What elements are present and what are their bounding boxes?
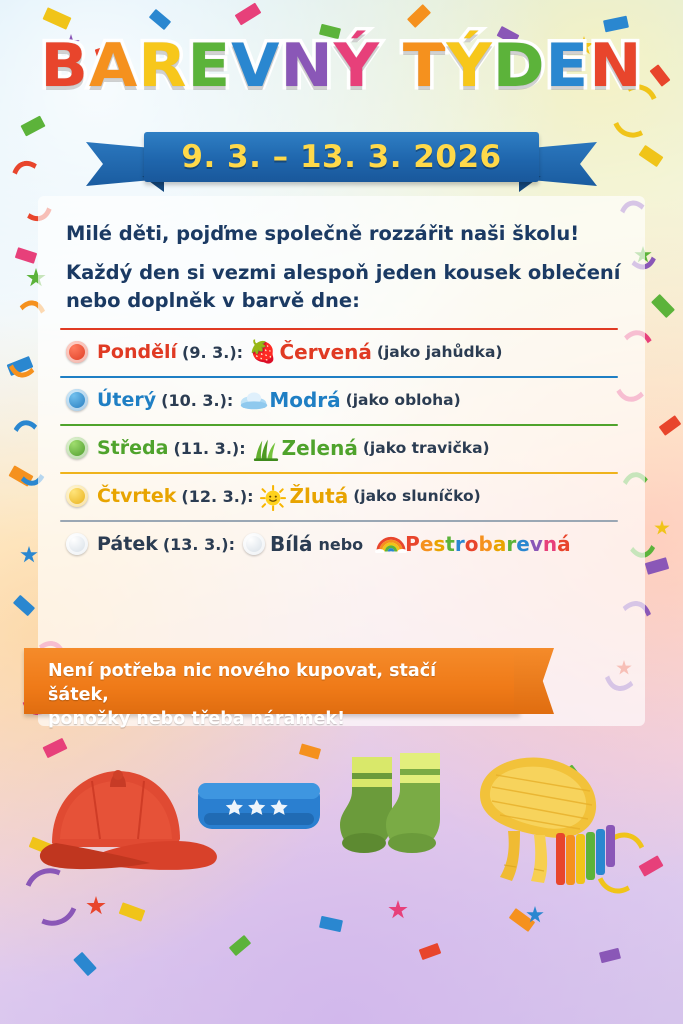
day-divider: [60, 376, 618, 378]
day-divider: [60, 424, 618, 426]
strawberry-icon: 🍓: [249, 339, 277, 364]
day-name-friday: Pátek: [97, 533, 158, 555]
color-dot-blue: [66, 389, 88, 411]
day-row-wednesday: [60, 424, 628, 472]
blue-wristband-illustration: [198, 783, 320, 829]
day-row-monday: [60, 328, 628, 376]
intro-line-1: Milé děti, pojďme společně rozzářit naši školu!: [66, 222, 580, 245]
footer-banner-notch: [514, 648, 554, 714]
footer-banner-text: [48, 659, 494, 731]
color-dot-red: [66, 341, 88, 363]
intro-line-3: nebo doplněk v barvě dne:: [66, 289, 360, 312]
sun-icon: [260, 485, 286, 507]
day-date-wednesday: (11. 3.):: [173, 438, 246, 458]
friday-conjunction: nebo: [318, 534, 364, 554]
color-word-thursday: Žlutá: [289, 484, 349, 508]
color-word-tuesday: Modrá: [269, 388, 341, 412]
day-divider: [60, 472, 618, 474]
rainbow-icon: [375, 533, 401, 555]
grass-icon: [252, 437, 278, 459]
illustration-row: [0, 735, 683, 905]
date-banner: [86, 132, 597, 194]
day-date-tuesday: (10. 3.):: [161, 390, 234, 410]
day-note-tuesday: (jako obloha): [345, 391, 461, 409]
color-word-wednesday: Zelená: [281, 436, 358, 460]
footer-line-1: Není potřeba nic nového kupovat, stačí šátek,: [48, 661, 437, 705]
color-dot-white: [66, 533, 88, 555]
color-dot-green: [66, 437, 88, 459]
ribbon-body: [144, 132, 539, 182]
yellow-scarf-illustration: [480, 758, 615, 886]
day-divider: [60, 328, 618, 330]
footer-line-2: ponožky nebo třeba náramek!: [48, 709, 346, 729]
day-row-thursday: [60, 472, 628, 520]
cloud-icon: [239, 389, 265, 411]
day-name-wednesday: Středa: [97, 437, 169, 459]
day-date-monday: (9. 3.):: [182, 342, 244, 362]
day-name-monday: Pondělí: [97, 341, 178, 363]
day-name-tuesday: Úterý: [97, 389, 157, 411]
date-range-text: 9. 3. – 13. 3. 2026: [181, 139, 502, 175]
intro-line-2: Každý den si vezmi alespoň jeden kousek oblečení: [66, 261, 621, 284]
color-dot-yellow: [66, 485, 88, 507]
poster-title: BAREVNÝ TÝDEN: [40, 31, 643, 101]
day-list: [60, 328, 628, 568]
color-word-friday-rainbow: Pestrobarevná: [405, 532, 571, 556]
day-note-wednesday: (jako travička): [362, 439, 490, 457]
color-word-monday: Červená: [279, 340, 372, 364]
footer-banner: [24, 648, 554, 729]
day-row-friday: [60, 520, 628, 568]
white-ball-icon: [243, 533, 265, 555]
day-date-thursday: (12. 3.):: [181, 486, 254, 506]
ribbon-tail-left: [86, 142, 152, 186]
red-cap-illustration: [40, 770, 217, 870]
day-date-friday: (13. 3.):: [162, 534, 235, 554]
intro-text: [66, 220, 626, 315]
color-word-friday: Bílá: [270, 532, 313, 556]
day-divider: [60, 520, 618, 522]
day-name-thursday: Čtvrtek: [97, 485, 177, 507]
day-note-thursday: (jako sluníčko): [353, 487, 481, 505]
ribbon-tail-right: [531, 142, 597, 186]
day-note-monday: (jako jahůdka): [376, 343, 503, 361]
day-row-tuesday: [60, 376, 628, 424]
green-socks-illustration: [340, 753, 440, 853]
